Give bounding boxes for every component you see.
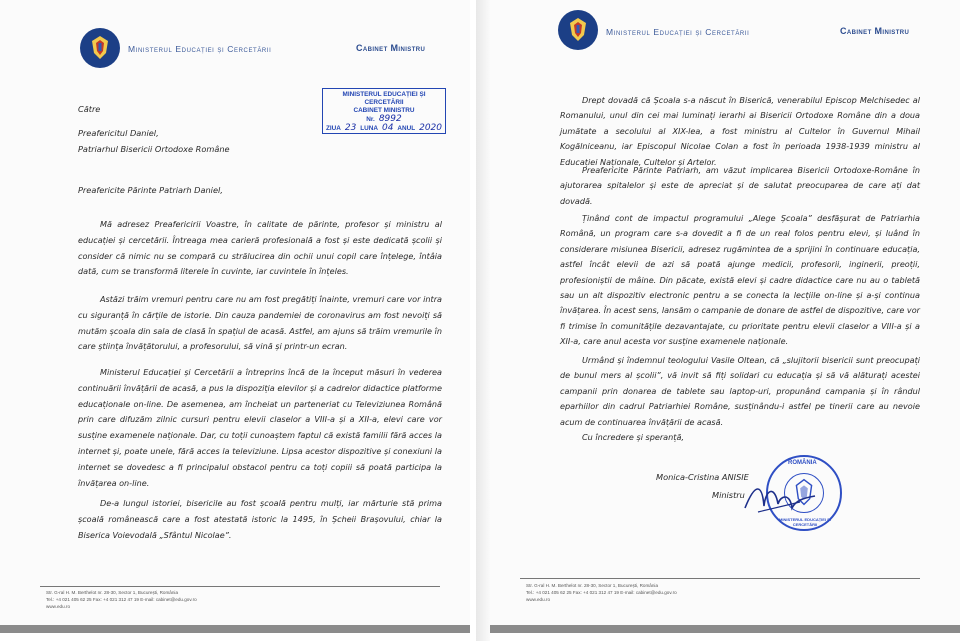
seal-top-text: ROMÂNIA [788,460,817,466]
paragraph: De-a lungul istoriei, bisericile au fost școală pentru mulți, iar mărturie stă prima școală românească care a fost atestată istoric la 1495, în Șcheii Brașovului, chiar la Biserica Voievodală „Sfântul Nicolae”. [78,498,442,540]
footer-divider [520,578,920,579]
footer-website: www.edu.ro [46,604,71,609]
paragraph: Drept dovadă că Școala s-a născut în Biserică, venerabilul Episcop Melchisedec al Romanului, unul din cei mai luminați ierarhi ai Bisericii Ortodoxe Române din a doua jumătate a secolului al XIX-lea, a fost ministru al Cultelor în Guvernul Mihail Kogălniceanu, iar Episcopul Nicolae Colan a fost în perioada 1938-1939 ministru al Educației Naționale, Cultelor și Artelor. [560,95,920,167]
stamp-nr-value: 8992 [378,114,402,124]
letter-page-1 [0,0,470,633]
ministry-name: Ministerul Educației și Cercetării [606,27,750,37]
romania-coat-of-arms-icon [80,28,120,68]
handwritten-signature [740,478,820,518]
stamp-nr-label: Nr. [366,116,375,123]
registration-stamp [322,88,446,134]
salutation: Preafericite Părinte Patriarh Daniel, [78,185,223,195]
page-bottom-bar [490,625,960,633]
cabinet-label: Cabinet Ministru [840,26,910,36]
addressee-name: Preafericitul Daniel, [78,128,159,138]
footer-block [46,589,197,610]
footer-block [526,582,677,603]
paragraph: Urmând și îndemnul teologului Vasile Oltean, că „slujitorii bisericii sunt preocupați de bunul mers al școlii”, vă invit să fiți solidari cu educația și să vă alăturați acestei campanii prin donarea de tablete sau laptop-uri, propunând campania și în rândul eparhiilor din cadrul Patriarhiei Române, susținându-i astfel pe tinerii care au nevoie acum de continuarea învățării de acasă. [560,355,920,427]
stamp-line-1: MINISTERUL EDUCAȚIEI ȘI CERCETĂRII [342,91,426,106]
page-gap [476,0,490,641]
page-bottom-bar [0,625,470,633]
stamp-anul-label: ANUL [397,125,416,132]
footer-contact: Tel.: +4 021 405 62 25 Fax: +4 021 312 47 19 E-mail: cabinet@edu.gov.ro [46,597,197,602]
cabinet-label: Cabinet Ministru [356,43,426,53]
signatory-title: Ministru [712,490,745,500]
signatory-name: Monica-Cristina ANISIE [656,472,749,482]
stamp-line-2: CABINET MINISTRU [353,107,415,114]
paragraph: Astăzi trăim vremuri pentru care nu am fost pregătiți înainte, vremuri care vor intra cu siguranță în cărțile de istorie. Din cauza pandemiei de coronavirus am fost nevoiți să mutăm școala din sala de clasă în spațiul de acasă. Astfel, am ajuns să trăim vremurile în care știința învățătorului, a profesorului, să vină și printr-un ecran. [78,294,442,352]
stamp-ziua-value: 23 [344,123,357,133]
seal-bottom-text: MINISTERUL EDUCAȚIEI ȘI CERCETĂRII [779,517,831,527]
footer-address: Str. G-ral H. M. Berthelot nr. 28-30, Sector 1, București, România [526,583,658,588]
paragraph: Ministerul Educației și Cercetării a întreprins încă de la început măsuri în vederea continuării învățării de acasă, a pus la dispoziția elevilor și a cadrelor didactice platforme educaționale on-line. De asemenea, am încheiat un parteneriat cu Televiziunea Română prin care difuzăm zilnic cursuri pentru elevii claselor a VIII-a și a XII-a, elevi care vor susține examenele naționale. Dar, cu toții cunoaștem faptul că există familii fără acces la internet și, poate unele, fără acces la televiziune. Lipsa acestor dispozitive și conexiuni la internet se dovedesc a fi principalul obstacol pentru ca toți copiii să poată participa la învățarea on-line. [78,367,442,488]
ministry-name: Ministerul Educației și Cercetării [128,44,272,54]
paragraph: Ținând cont de impactul programului „Alege Școala” desfășurat de Patriarhia Română, un program care s-a dovedit a fi de un real folos pentru elevi, și luând în considerare misiunea Bisericii, adresez rugămintea de a sprijini în continuare educația, astfel încât elevii de azi să poată ajunge medicii, profesorii, inginerii, preoții, profesioniștii de mâine. Din păcate, există elevi și cadre didactice care nu au o tabletă sau un alt dispozitiv electronic pentru a se conecta la lecțiile on-line și a-și continua învățarea. În acest sens, lansăm o campanie de donare de astfel de dispozitive, care vor fi trimise în comunitățile dezavantajate, cu prioritate pentru elevii claselor a VIII-a și a XII-a, care anul acesta vor susține examenele naționale. [560,213,920,347]
addressee-to: Către [78,104,101,114]
footer-contact: Tel.: +4 021 405 62 25 Fax: +4 021 312 47 19 E-mail: cabinet@edu.gov.ro [526,590,677,595]
footer-website: www.edu.ro [526,597,551,602]
closing: Cu încredere și speranță, [582,432,684,442]
stamp-anul-value: 2020 [419,123,442,133]
paragraph: Mă adresez Preafericirii Voastre, în calitate de părinte, profesor și ministru al educației și cercetării. Întreaga mea carieră profesională a fost și este dedicată școlii și consider că nimic nu se compară cu strălucirea din ochii unui copil care înțelege, întâia dată, cum se transformă literele în cuvinte, iar cuvintele în înțeles. [78,219,442,277]
romania-coat-of-arms-icon [558,10,598,50]
stamp-ziua-label: ZIUA [326,125,341,132]
letter-page-2 [490,0,960,633]
addressee-title: Patriarhul Bisericii Ortodoxe Române [78,144,230,154]
paragraph: Preafericite Părinte Patriarh, am văzut implicarea Bisericii Ortodoxe-Române în ajutorarea spitalelor și este de apreciat și de salutat preocuparea de care ați dat dovadă. [560,165,920,206]
footer-address: Str. G-ral H. M. Berthelot nr. 28-30, Sector 1, București, România [46,590,178,595]
stamp-luna-value: 04 [381,123,394,133]
stamp-luna-label: LUNA [360,125,379,132]
footer-divider [40,586,440,587]
